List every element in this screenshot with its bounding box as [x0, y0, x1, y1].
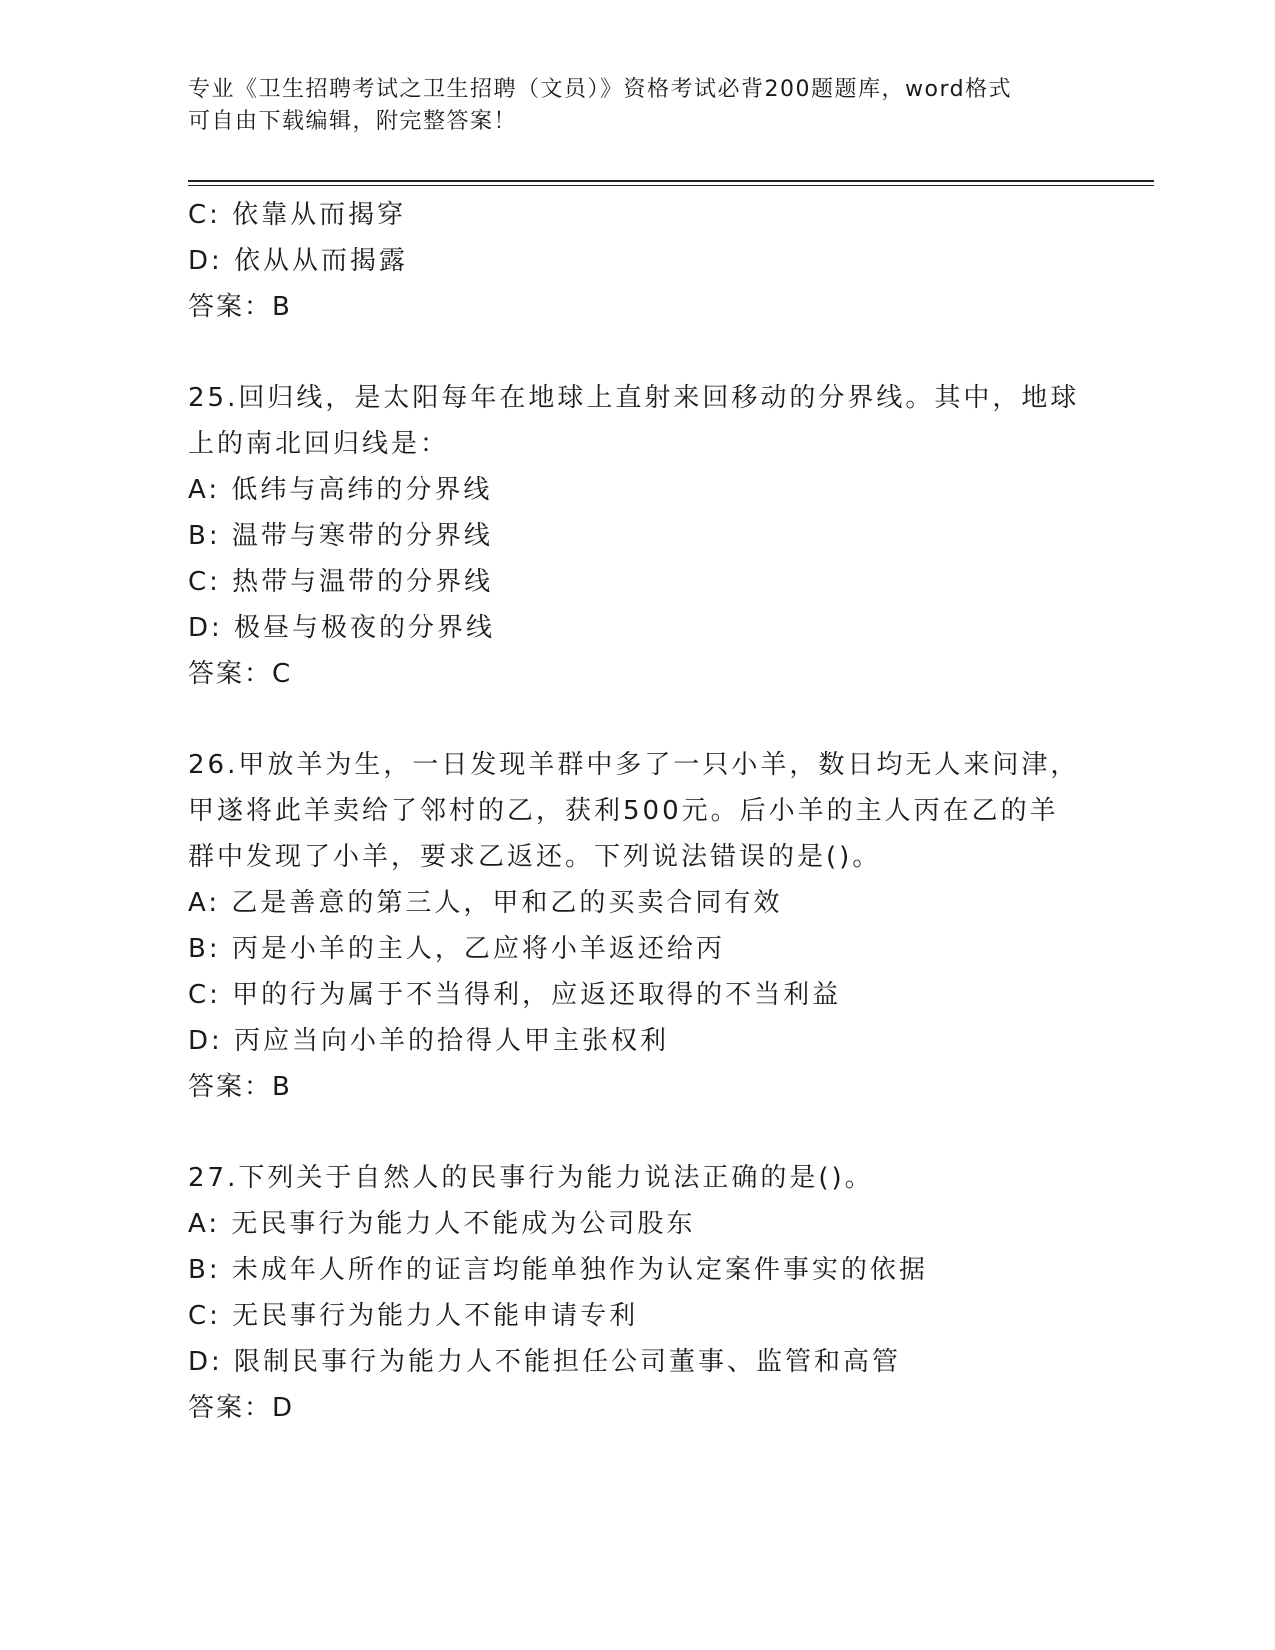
option-c: C: 甲的行为属于不当得利，应返还取得的不当利益 [188, 980, 842, 1010]
option-c: C: 依靠从而揭穿 [188, 200, 407, 230]
option-a: A: 乙是善意的第三人，甲和乙的买卖合同有效 [188, 888, 783, 918]
option-c: C: 无民事行为能力人不能申请专利 [188, 1301, 639, 1331]
question-stem-line: 26.甲放羊为生，一日发现羊群中多了一只小羊，数日均无人来问津， [188, 750, 1080, 780]
option-d: D: 丙应当向小羊的拾得人甲主张权利 [188, 1026, 670, 1056]
question-continuation [188, 192, 1148, 330]
answer-line: 答案：D [188, 1393, 295, 1423]
header-title-line-2: 可自由下载编辑，附完整答案！ [188, 109, 518, 134]
header-divider [188, 180, 1154, 182]
answer-line: 答案：B [188, 292, 292, 322]
answer-line: 答案：C [188, 659, 293, 689]
question-stem-line: 25.回归线，是太阳每年在地球上直射来回移动的分界线。其中，地球 [188, 383, 1080, 413]
option-c: C: 热带与温带的分界线 [188, 567, 494, 597]
header-title-line-1: 专业《卫生招聘考试之卫生招聘（文员）》资格考试必背200题题库，word格式 [188, 77, 1013, 102]
header-divider-thin [188, 185, 1154, 186]
question-stem-line: 上的南北回归线是： [188, 429, 450, 459]
question-stem-line: 27.下列关于自然人的民事行为能力说法正确的是()。 [188, 1163, 874, 1193]
answer-line: 答案：B [188, 1072, 292, 1102]
option-d: D: 依从从而揭露 [188, 246, 409, 276]
option-b: B: 未成年人所作的证言均能单独作为认定案件事实的依据 [188, 1255, 928, 1285]
question-26 [188, 742, 1148, 1110]
option-a: A: 低纬与高纬的分界线 [188, 475, 493, 505]
question-27 [188, 1155, 1148, 1431]
option-b: B: 温带与寒带的分界线 [188, 521, 493, 551]
question-stem-line: 群中发现了小羊，要求乙返还。下列说法错误的是()。 [188, 842, 882, 872]
question-25 [188, 375, 1148, 697]
document-header [188, 74, 1088, 138]
option-b: B: 丙是小羊的主人，乙应将小羊返还给丙 [188, 934, 725, 964]
option-d: D: 极昼与极夜的分界线 [188, 613, 496, 643]
question-list [188, 192, 1148, 1431]
question-stem-line: 甲遂将此羊卖给了邻村的乙，获利500元。后小羊的主人丙在乙的羊 [188, 796, 1059, 826]
option-d: D: 限制民事行为能力人不能担任公司董事、监管和高管 [188, 1347, 902, 1377]
option-a: A: 无民事行为能力人不能成为公司股东 [188, 1209, 696, 1239]
